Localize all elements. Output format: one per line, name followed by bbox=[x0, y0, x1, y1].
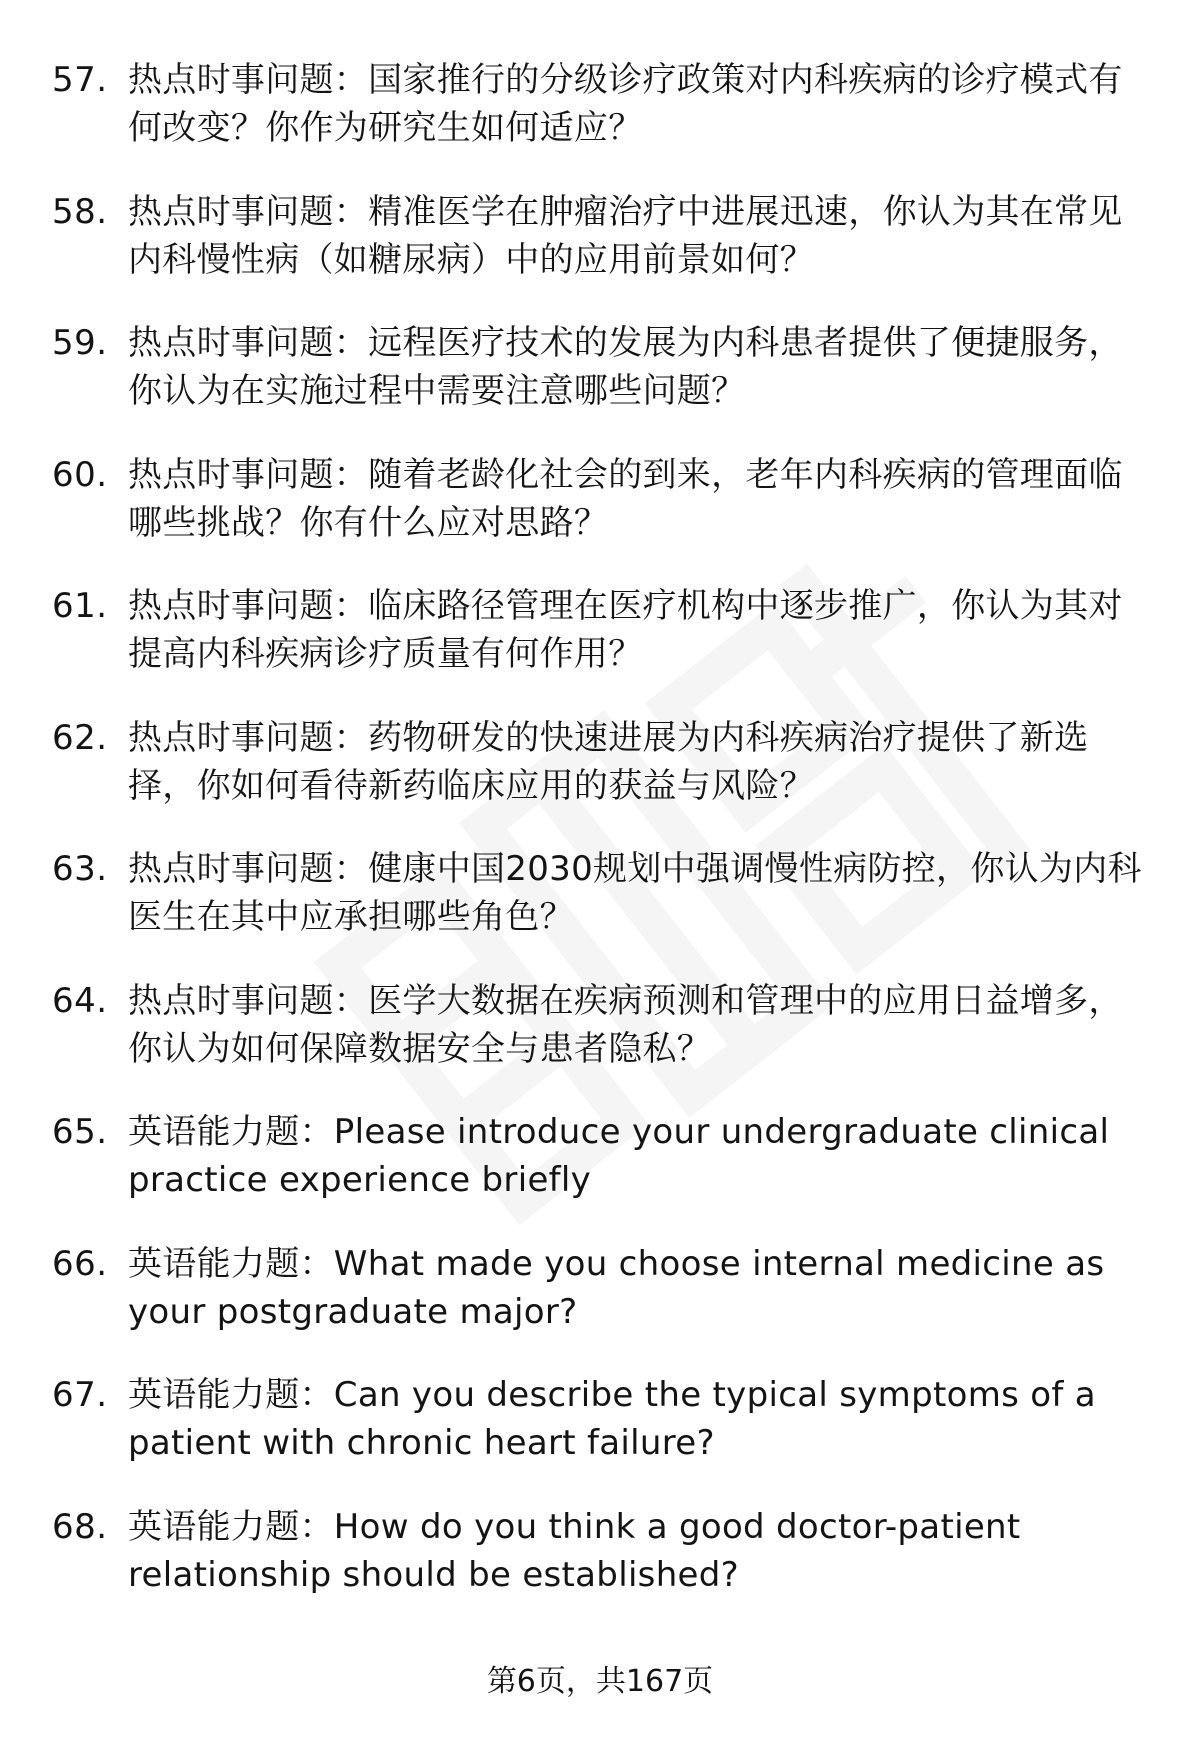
question-item bbox=[52, 1240, 1152, 1372]
question-item bbox=[52, 56, 1152, 188]
question-number: 58. bbox=[52, 191, 108, 232]
question-item bbox=[52, 1371, 1152, 1503]
question-text: 热点时事问题：国家推行的分级诊疗政策对内科疾病的诊疗模式有何改变？你作为研究生如何适应？ bbox=[128, 60, 1123, 148]
question-number: 65. bbox=[52, 1112, 108, 1152]
question-item bbox=[52, 188, 1152, 320]
question-text: 热点时事问题：随着老龄化社会的到来，老年内科疾病的管理面临哪些挑战？你有什么应对思路？ bbox=[128, 454, 1123, 543]
question-number: 62. bbox=[52, 717, 108, 758]
question-item bbox=[52, 582, 1152, 714]
question-number: 66. bbox=[52, 1243, 108, 1284]
question-number: 64. bbox=[52, 980, 108, 1021]
question-number: 63. bbox=[52, 849, 108, 889]
question-number: 60. bbox=[52, 454, 108, 495]
question-text: 英语能力题：Please introduce your undergraduate clinical practice experience briefly bbox=[128, 1112, 1110, 1200]
question-text: 英语能力题：How do you think a good doctor-patient relationship should be established? bbox=[128, 1506, 1021, 1595]
question-text: 英语能力题：What made you choose internal medicine as your postgraduate major? bbox=[128, 1243, 1105, 1332]
question-text: 热点时事问题：药物研发的快速进展为内科疾病治疗提供了新选择，你如何看待新药临床应用的获益与风险？ bbox=[128, 717, 1089, 806]
question-number: 57. bbox=[52, 60, 108, 100]
question-text: 热点时事问题：精准医学在肿瘤治疗中进展迅速，你认为其在常见内科慢性病（如糖尿病）中的应用前景如何？ bbox=[128, 191, 1123, 280]
question-item bbox=[52, 1108, 1152, 1240]
question-item bbox=[52, 1503, 1152, 1635]
question-item bbox=[52, 714, 1152, 846]
question-text: 英语能力题：Can you describe the typical symptoms of a patient with chronic heart failure? bbox=[128, 1375, 1096, 1463]
question-number: 68. bbox=[52, 1506, 108, 1547]
question-item bbox=[52, 977, 1152, 1109]
question-item bbox=[52, 845, 1152, 977]
question-item bbox=[52, 319, 1152, 451]
question-list bbox=[52, 56, 1152, 1634]
question-number: 67. bbox=[52, 1375, 108, 1415]
page-footer: 第6页，共167页 bbox=[486, 1664, 714, 1699]
question-text: 热点时事问题：健康中国2030规划中强调慢性病防控，你认为内科医生在其中应承担哪些角色？ bbox=[128, 849, 1142, 937]
question-text: 热点时事问题：医学大数据在疾病预测和管理中的应用日益增多，你认为如何保障数据安全与患者隐私？ bbox=[128, 980, 1123, 1069]
question-text: 热点时事问题：远程医疗技术的发展为内科患者提供了便捷服务，你认为在实施过程中需要注意哪些问题？ bbox=[128, 323, 1123, 411]
question-number: 59. bbox=[52, 323, 108, 363]
question-number: 61. bbox=[52, 586, 108, 626]
question-text: 热点时事问题：临床路径管理在医疗机构中逐步推广，你认为其对提高内科疾病诊疗质量有何作用？ bbox=[128, 586, 1123, 674]
question-item bbox=[52, 451, 1152, 583]
